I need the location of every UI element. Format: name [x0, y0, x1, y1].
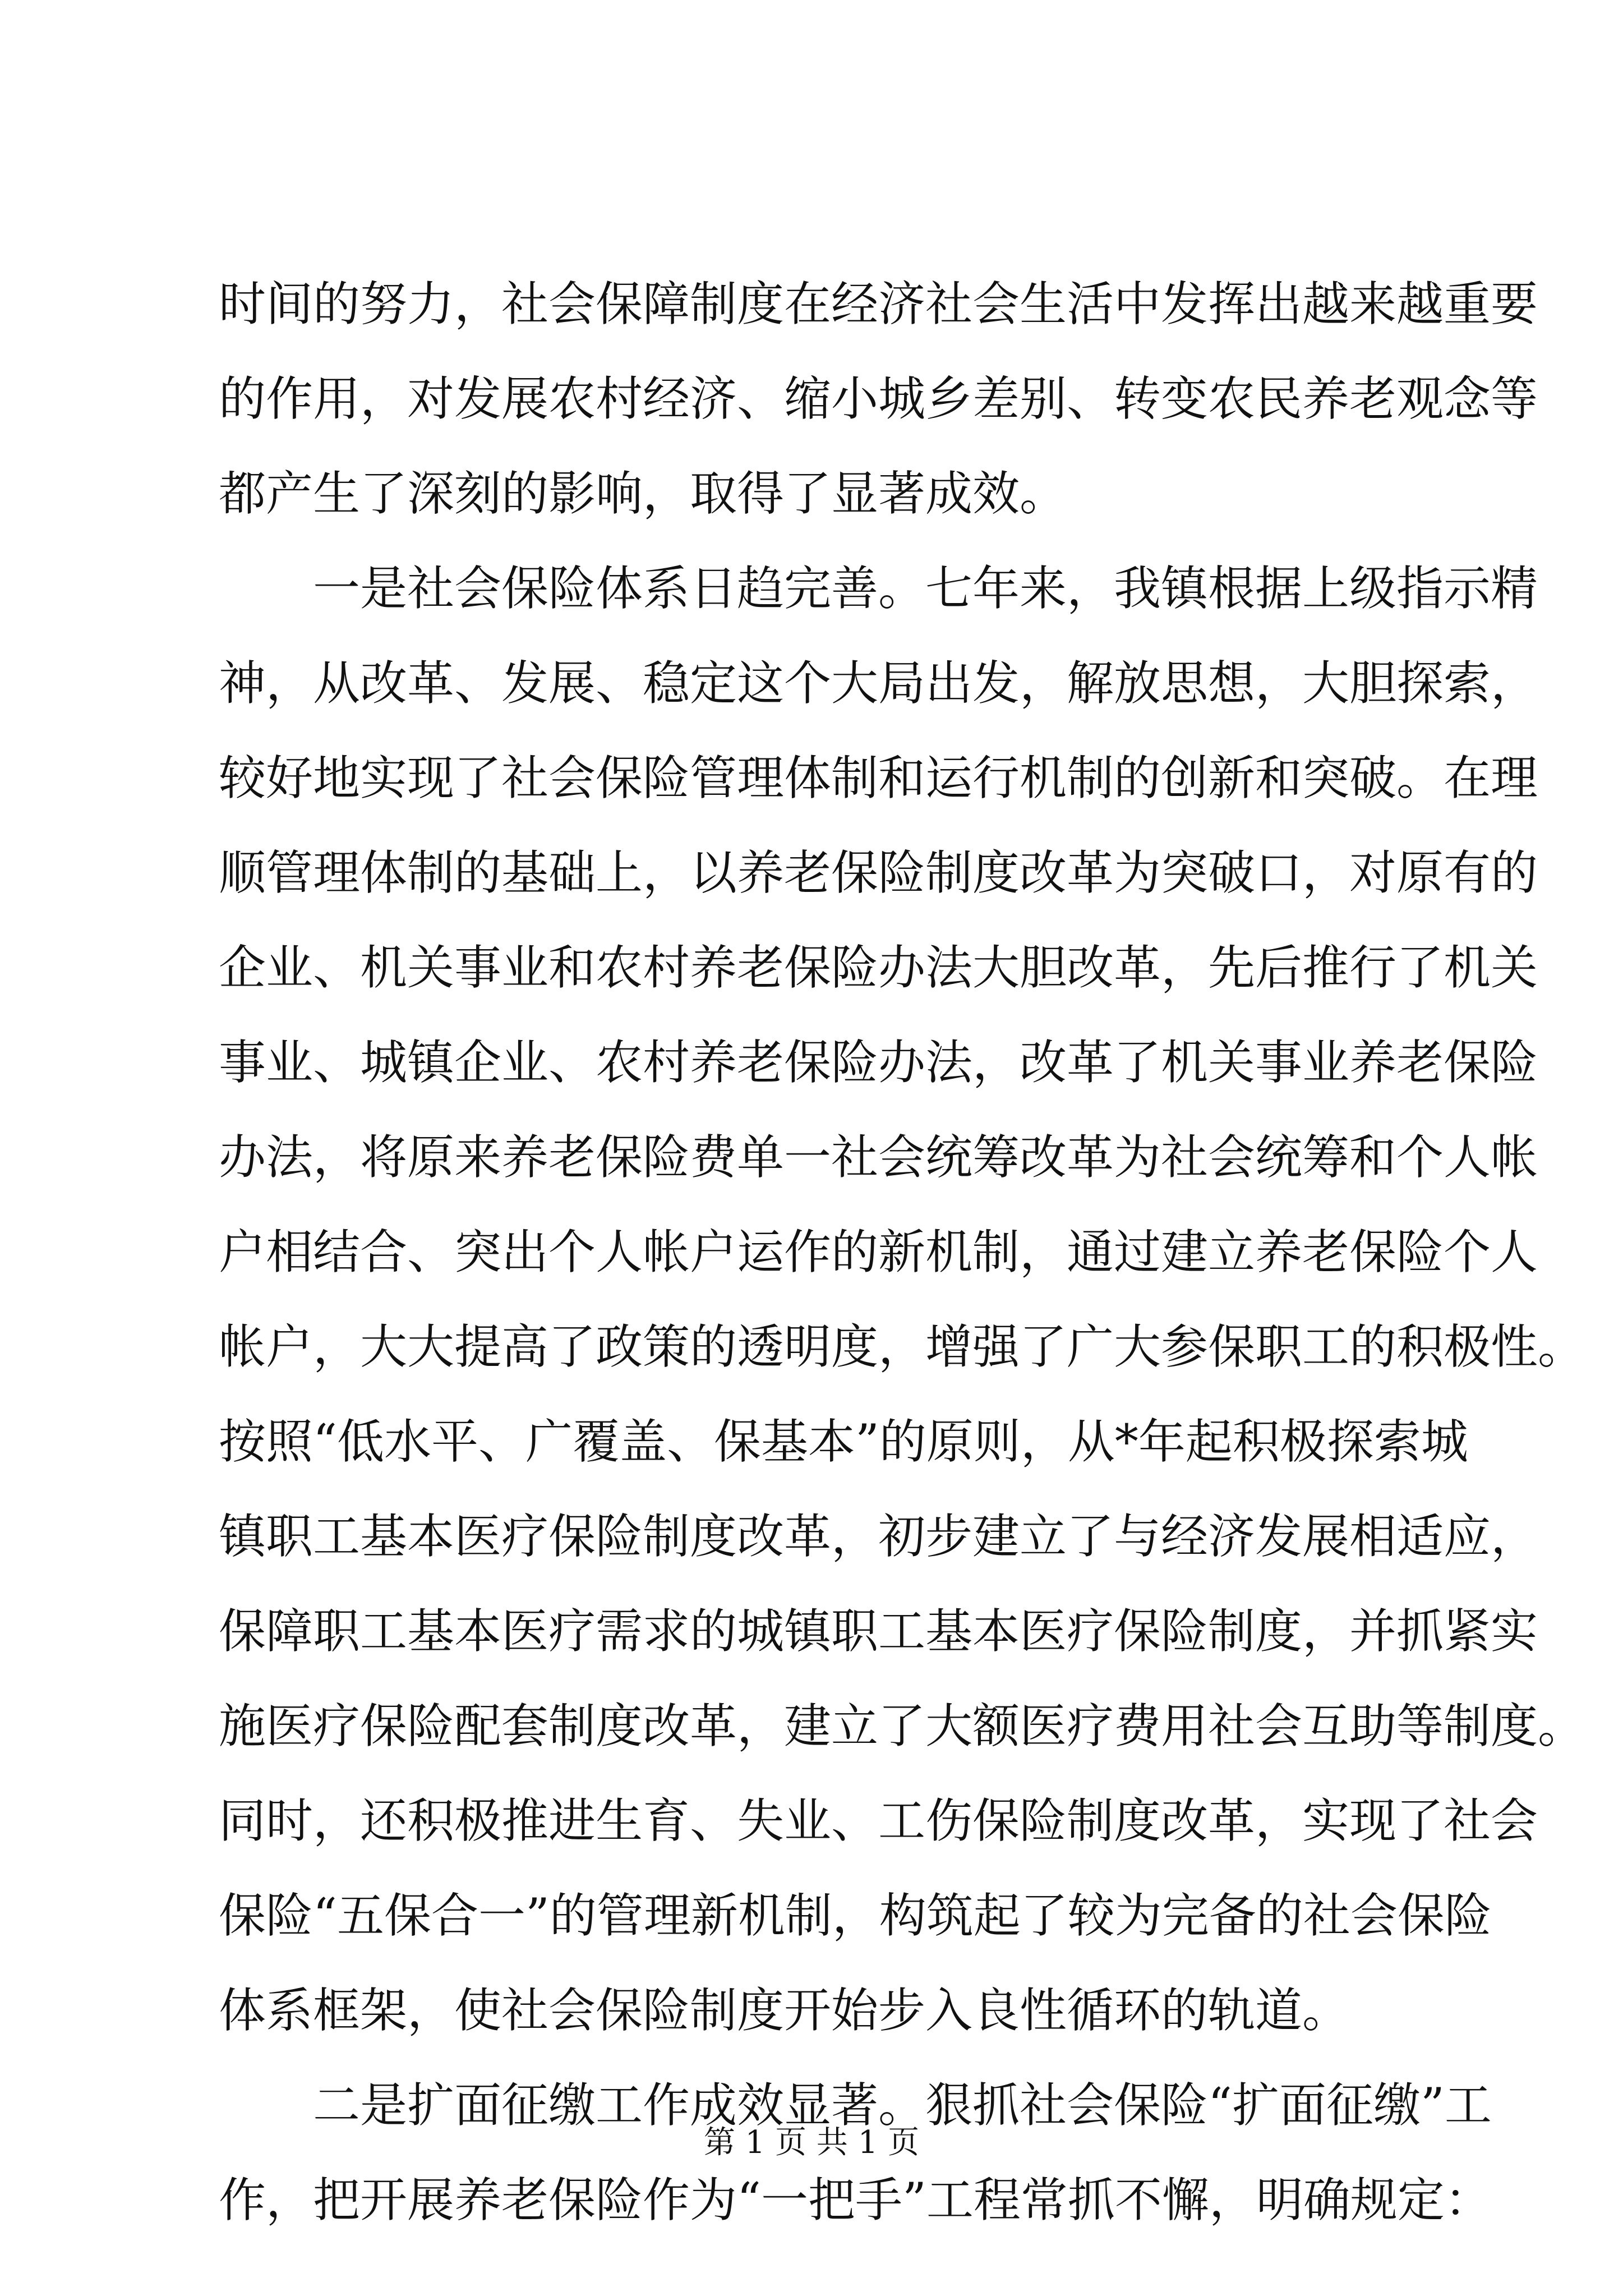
text-line: 都产生了深刻的影响，取得了显著成效。	[219, 466, 1067, 521]
text-line: 体系框架，使社会保险制度开始步入良性循环的轨道。	[219, 1983, 1350, 2038]
text-line: 一是社会保险体系日趋完善。七年来，我镇根据上级指示精	[219, 561, 1538, 616]
text-line: 时间的努力，社会保障制度在经济社会生活中发挥出越来越重要	[219, 277, 1538, 332]
text-line: 的作用，对发展农村经济、缩小城乡差别、转变农民养老观念等	[219, 371, 1538, 426]
text-line: 镇职工基本医疗保险制度改革，初步建立了与经济发展相适应，	[219, 1509, 1538, 1564]
page-footer: 第 1 页 共 1 页	[703, 2124, 920, 2161]
text-line: 企业、机关事业和农村养老保险办法大胆改革，先后推行了机关	[219, 940, 1538, 995]
text-line: 顺管理体制的基础上，以养老保险制度改革为突破口，对原有的	[219, 845, 1538, 900]
text-line: 按照“低水平、广覆盖、保基本”的原则，从*年起积极探索城	[219, 1414, 1468, 1469]
text-line: 保险“五保合一”的管理新机制，构筑起了较为完备的社会保险	[219, 1888, 1492, 1943]
text-line: 二是扩面征缴工作成效显著。狠抓社会保险“扩面征缴”工	[219, 2078, 1492, 2133]
text-line: 事业、城镇企业、农村养老保险办法，改革了机关事业养老保险	[219, 1035, 1538, 1090]
text-line: 神，从改革、发展、稳定这个大局出发，解放思想，大胆探索，	[219, 656, 1538, 711]
text-line: 较好地实现了社会保险管理体制和运行机制的创新和突破。在理	[219, 751, 1538, 806]
text-line: 施医疗保险配套制度改革，建立了大额医疗费用社会互助等制度。	[219, 1699, 1585, 1754]
text-line: 同时，还积极推进生育、失业、工伤保险制度改革，实现了社会	[219, 1793, 1538, 1848]
text-line: 作，把开展养老保险作为“一把手”工程常抓不懈，明确规定：	[219, 2173, 1492, 2228]
text-line: 办法，将原来养老保险费单一社会统筹改革为社会统筹和个人帐	[219, 1130, 1538, 1185]
text-line: 保障职工基本医疗需求的城镇职工基本医疗保险制度，并抓紧实	[219, 1604, 1538, 1659]
text-line: 户相结合、突出个人帐户运作的新机制，通过建立养老保险个人	[219, 1225, 1538, 1280]
body-text	[219, 257, 1585, 2248]
text-line: 帐户，大大提高了政策的透明度，增强了广大参保职工的积极性。	[219, 1319, 1585, 1374]
